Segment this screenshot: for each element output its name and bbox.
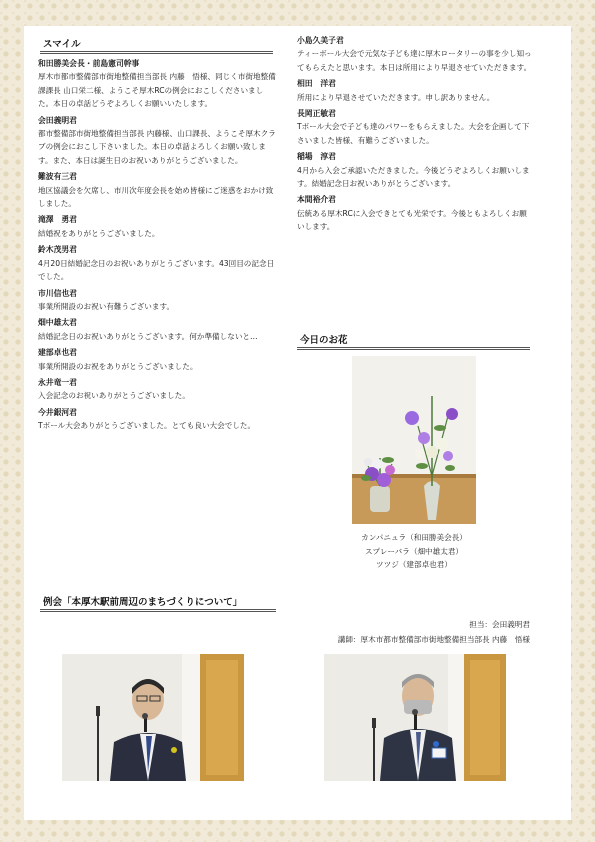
smile-entry — [38, 114, 278, 168]
member-message: 事業所開設のお祝をありがとうございました。 — [38, 361, 198, 371]
member-name: 今井銀河君 — [38, 407, 77, 417]
speaker-photo-1 — [62, 654, 244, 781]
member-name: 長岡正敏君 — [297, 109, 336, 119]
member-message: 結婚記念日のお祝いありがとうございます。何か準備しないと… — [38, 331, 258, 341]
member-message: 伝統ある厚木RCに入会できとても光栄です。今後ともよろしくお願いします。 — [297, 208, 527, 232]
speaker-illustration — [324, 654, 506, 781]
smile-entry — [38, 57, 278, 111]
member-name: 小島久美子君 — [297, 36, 344, 45]
smile-right-column — [297, 34, 533, 237]
member-message: 入会記念のお祝いありがとうございました。 — [38, 391, 190, 401]
meeting-charge: 担当：会田義明君 — [469, 620, 530, 629]
member-message: 所用により早退させていただきます。申し訳ありません。 — [297, 92, 495, 102]
member-name: 相田 洋君 — [297, 79, 336, 89]
smile-left-column — [38, 57, 278, 436]
member-name: 建部卓也君 — [38, 348, 77, 358]
smile-heading: スマイル — [40, 36, 273, 54]
smile-entry — [297, 150, 533, 190]
flower-heading: 今日のお花 — [297, 332, 530, 350]
smile-entry — [38, 376, 278, 403]
member-message: 4月20日結婚記念日のお祝いありがとうございます。43回目の記念日でした。 — [38, 258, 275, 282]
smile-entry — [297, 77, 533, 104]
member-name: 畑中雄太君 — [38, 318, 77, 328]
page-sheet — [24, 26, 571, 820]
smile-entry — [38, 406, 278, 433]
member-message: 事業所開設のお祝い有難うございます。 — [38, 301, 175, 311]
flower-caption: カンパニュラ（和田勝美会長） — [361, 533, 467, 542]
member-message: 地区協議会を欠席し、市川次年度会長を始め皆様にご迷惑をおかけ致しました。 — [38, 185, 274, 209]
member-message: Tボール大会ありがとうございました。とても良い大会でした。 — [38, 421, 256, 431]
flower-captions — [314, 531, 514, 572]
member-name: 和田勝美会長・前島憲司幹事 — [38, 59, 140, 68]
smile-entry — [38, 316, 278, 343]
flower-arrangement-illustration — [352, 356, 476, 524]
flower-caption: スプレーバラ（畑中雄太君） — [364, 546, 464, 556]
smile-entry — [38, 170, 278, 210]
member-name: 難波有三君 — [38, 172, 77, 182]
member-message: 4月から入会ご承認いただきました。今後どうぞよろしくお願いします。結婚記念日お祝いありがとうございます。 — [297, 165, 530, 189]
speaker-illustration — [62, 654, 244, 781]
member-message: Tボール大会で子ども達のパワーをもらえました。大会を企画して下さいました皆様、有難うございました。 — [297, 122, 530, 145]
member-name: 永井竜一君 — [38, 377, 77, 387]
meeting-heading: 例会「本厚木駅前周辺のまちづくりについて」 — [40, 594, 276, 612]
member-message: ティーボール大会で元気な子ども達に厚木ロータリーの事を少し知ってもらえたと思います。本日は所用により早退させていただきます。 — [297, 49, 532, 72]
smile-entry — [297, 107, 533, 147]
member-message: 都市整備部市街地整備担当部長 内藤様、山口課長、ようこそ厚木クラブの例会におこし下さいました。本日の卓話よろしくお願い致します。また、本日は誕生日のお祝いありがとうございました。 — [38, 129, 276, 165]
member-name: 稲場 淳君 — [297, 152, 336, 162]
speaker-photo-2 — [324, 654, 506, 781]
smile-entry — [297, 193, 533, 233]
member-message: 結婚祝をありがとうございました。 — [38, 228, 160, 238]
smile-entry — [38, 213, 278, 240]
member-name: 会田義明君 — [38, 115, 77, 125]
member-name: 市川信也君 — [38, 288, 77, 298]
flower-caption: ツツジ（建部卓也君） — [376, 560, 452, 569]
smile-entry — [297, 34, 533, 74]
meeting-speaker: 講師：厚木市都市整備部市街地整備担当部長 内藤 悟様 — [337, 635, 530, 644]
smile-entry — [38, 287, 278, 314]
member-message: 厚木市都市整備部市街地整備担当部長 内藤 悟様、同じく市街地整備課課長 山口栄二様、ようこそ厚木RCの例会におこしくださいました。本日の卓話どうぞよろしくお願いいたします。 — [38, 72, 276, 109]
member-name: 鈴木茂男君 — [38, 245, 77, 255]
smile-entry — [38, 243, 278, 283]
flower-photo — [352, 356, 476, 524]
member-name: 本間裕介君 — [297, 195, 336, 205]
smile-entry — [38, 346, 278, 373]
member-name: 滝澤 勇君 — [38, 215, 77, 225]
